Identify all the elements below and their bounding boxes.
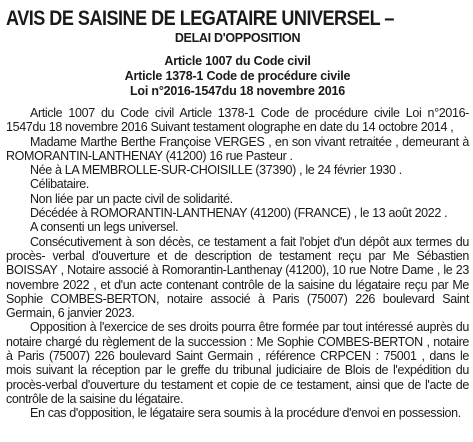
paragraph: Opposition à l'exercice de ses droits pourra être formée par tout intéressé auprès du notaire chargé du règlement de la succession : Me Sophie COMBES-BERTON , notaire à Paris (75007) 226 boulevard Saint Germain , référence CRPCEN : 75001 , dans le mois suivant la réception par le greffe du tribunal judiciaire de Blois de l'expédition du procès-verbal d'ouverture du testament et copie de ce testament, ainsi que de l'acte de contrôle de la saisine du légataire.: [6, 320, 469, 406]
paragraph: Consécutivement à son décès, ce testament a fait l'objet d'un dépôt aux termes du procès- verbal d'ouverture et de description de testament reçu par Me Sébastien BOISSAY , Notaire associé à Romorantin-Lanthenay (41200), 10 rue Notre Dame , le 23 novembre 2022 , et d'un acte contenant contrôle de la saisine du légataire reçu par Me Sophie COMBES-BERTON, notaire associé à Paris (75007) 226 boulevard Saint Germain, 6 janvier 2023.: [6, 234, 469, 321]
paragraph: A consenti un legs universel.: [30, 220, 179, 235]
reference-line: Article 1007 du Code civil: [164, 54, 311, 68]
notice-title: AVIS DE SAISINE DE LEGATAIRE UNIVERSEL –: [6, 6, 394, 30]
paragraph: Article 1007 du Code civil Article 1378-1 Code de procédure civile Loi n°2016-1547du 18 novembre 2016 Suivant testament olographe en date du 14 octobre 2014 ,: [6, 106, 469, 135]
notice-body: [6, 106, 469, 421]
paragraph: Née à LA MEMBROLLE-SUR-CHOISILLE (37390) , le 24 février 1930 .: [30, 163, 402, 178]
notice-subtitle: DELAI D'OPPOSITION: [174, 31, 301, 45]
reference-line: Loi n°2016-1547du 18 novembre 2016: [130, 84, 345, 98]
paragraph: Non liée par un pacte civil de solidarité.: [30, 191, 233, 206]
paragraph: Madame Marthe Berthe Françoise VERGES , en son vivant retraitée , demeurant à ROMORANTIN-LANTHENAY (41200) 16 rue Pasteur .: [6, 134, 469, 163]
paragraph: Célibataire.: [30, 177, 90, 192]
reference-line: Article 1378-1 Code de procédure civile: [124, 69, 351, 83]
legal-references: [6, 54, 469, 99]
paragraph: Décédée à ROMORANTIN-LANTHENAY (41200) (FRANCE) , le 13 août 2022 .: [30, 206, 448, 221]
paragraph: En cas d'opposition, le légataire sera soumis à la procédure d'envoi en possession.: [30, 406, 461, 421]
